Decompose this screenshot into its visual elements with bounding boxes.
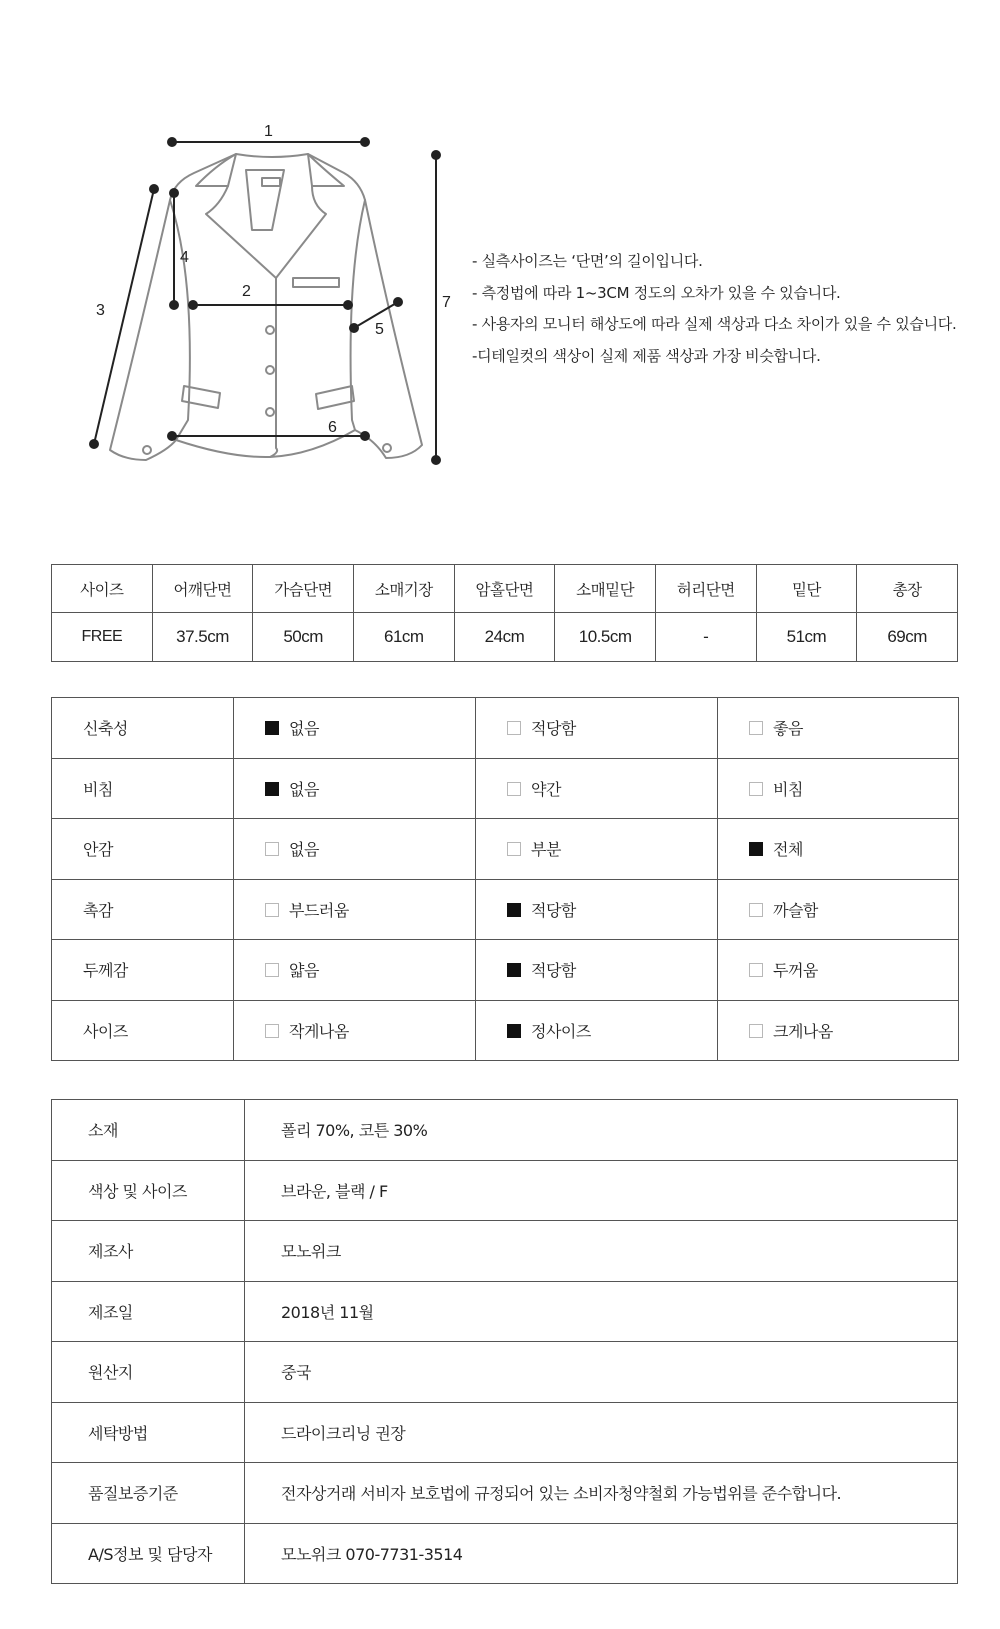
value-cell: 37.5cm — [152, 613, 253, 662]
fabric-option-label: 비침 — [773, 779, 803, 799]
value-cell: 50cm — [253, 613, 354, 662]
fabric-option — [476, 1000, 718, 1061]
fabric-option-label: 얇음 — [289, 961, 319, 981]
unchecked-box-icon — [507, 842, 521, 856]
fabric-option-label: 부드러움 — [289, 900, 349, 920]
fabric-option — [718, 879, 959, 940]
unchecked-box-icon — [265, 1024, 279, 1038]
dim-label-5: 5 — [375, 321, 384, 338]
fabric-option — [718, 819, 959, 880]
info-row — [52, 1281, 958, 1342]
info-key: 색상 및 사이즈 — [52, 1160, 245, 1221]
fabric-option — [234, 940, 476, 1001]
fabric-label: 사이즈 — [52, 1000, 234, 1061]
fabric-option — [718, 758, 959, 819]
header-cell: 암홀단면 — [454, 565, 555, 613]
fabric-option — [234, 819, 476, 880]
note-line: -디테일컷의 색상이 실제 제품 색상과 가장 비슷합니다. — [472, 346, 821, 365]
fabric-row — [52, 879, 959, 940]
size-diagram — [0, 0, 1000, 520]
unchecked-box-icon — [749, 903, 763, 917]
fabric-label: 두께감 — [52, 940, 234, 1001]
fabric-option-label: 약간 — [531, 779, 561, 799]
fabric-option-label: 적당함 — [531, 961, 576, 981]
fabric-option — [718, 1000, 959, 1061]
fabric-option-label: 작게나옴 — [289, 1021, 349, 1041]
fabric-option-label: 없음 — [289, 779, 319, 799]
unchecked-box-icon — [749, 1024, 763, 1038]
info-key: 품질보증기준 — [52, 1463, 245, 1524]
fabric-option-label: 정사이즈 — [531, 1021, 591, 1041]
note-line: - 실측사이즈는 ‘단면’의 길이입니다. — [472, 252, 703, 270]
info-row — [52, 1221, 958, 1282]
value-cell: 10.5cm — [555, 613, 656, 662]
info-value: 폴리 70%, 코튼 30% — [245, 1100, 958, 1161]
unchecked-box-icon — [265, 903, 279, 917]
header-cell: 소매밑단 — [555, 565, 656, 613]
info-key: A/S정보 및 담당자 — [52, 1523, 245, 1584]
fabric-option — [718, 940, 959, 1001]
header-cell: 가슴단면 — [253, 565, 354, 613]
info-key: 제조일 — [52, 1281, 245, 1342]
unchecked-box-icon — [749, 963, 763, 977]
button — [266, 326, 274, 334]
info-value: 2018년 11월 — [245, 1281, 958, 1342]
info-key: 소재 — [52, 1100, 245, 1161]
fabric-option-label: 크게나옴 — [773, 1021, 833, 1041]
header-cell: 소매기장 — [353, 565, 454, 613]
info-row — [52, 1160, 958, 1221]
checked-box-icon — [265, 782, 279, 796]
info-row — [52, 1342, 958, 1403]
fabric-row — [52, 940, 959, 1001]
fabric-option — [476, 758, 718, 819]
pocket-right — [316, 386, 354, 409]
checked-box-icon — [507, 903, 521, 917]
product-info-table — [51, 1099, 958, 1584]
info-row — [52, 1463, 958, 1524]
fabric-row — [52, 819, 959, 880]
dim-label-7: 7 — [442, 294, 451, 311]
dim-label-4: 4 — [180, 249, 189, 266]
value-cell: 51cm — [756, 613, 857, 662]
fabric-option-label: 전체 — [773, 840, 803, 860]
size-table — [51, 564, 958, 662]
button — [266, 366, 274, 374]
fabric-table — [51, 697, 959, 1061]
unchecked-box-icon — [749, 721, 763, 735]
value-cell: FREE — [52, 613, 153, 662]
unchecked-box-icon — [507, 782, 521, 796]
checked-box-icon — [749, 842, 763, 856]
unchecked-box-icon — [749, 782, 763, 796]
fabric-option — [476, 879, 718, 940]
info-row — [52, 1402, 958, 1463]
button — [266, 408, 274, 416]
value-cell: 69cm — [857, 613, 958, 662]
info-value: 전자상거래 서비자 보호법에 규정되어 있는 소비자청약철회 가능법위를 준수합니다. — [245, 1463, 958, 1524]
checked-box-icon — [507, 1024, 521, 1038]
value-cell: 61cm — [353, 613, 454, 662]
jacket-lapel — [206, 186, 326, 278]
fabric-option — [476, 698, 718, 759]
size-table-header-row — [52, 565, 958, 613]
fabric-option — [234, 758, 476, 819]
fabric-option-label: 좋음 — [773, 719, 803, 739]
fabric-option — [234, 879, 476, 940]
info-row — [52, 1523, 958, 1584]
info-row — [52, 1100, 958, 1161]
info-value: 드라이크리닝 권장 — [245, 1402, 958, 1463]
info-key: 원산지 — [52, 1342, 245, 1403]
header-cell: 총장 — [857, 565, 958, 613]
fabric-option — [476, 819, 718, 880]
info-key: 제조사 — [52, 1221, 245, 1282]
fabric-option-label: 적당함 — [531, 719, 576, 739]
info-value: 모노위크 — [245, 1221, 958, 1282]
fabric-option — [234, 698, 476, 759]
fabric-option-label: 없음 — [289, 840, 319, 860]
fabric-option-label: 부분 — [531, 840, 561, 860]
dim-label-2: 2 — [242, 283, 251, 300]
fabric-row — [52, 758, 959, 819]
value-cell: 24cm — [454, 613, 555, 662]
dim-label-6: 6 — [328, 419, 337, 436]
fabric-option-label: 없음 — [289, 719, 319, 739]
fabric-label: 촉감 — [52, 879, 234, 940]
dim-label-3: 3 — [96, 302, 105, 319]
header-cell: 허리단면 — [655, 565, 756, 613]
pocket-left — [182, 386, 220, 408]
header-cell: 밑단 — [756, 565, 857, 613]
note-line: - 측정법에 따라 1~3CM 정도의 오차가 있을 수 있습니다. — [472, 283, 841, 302]
unchecked-box-icon — [507, 721, 521, 735]
unchecked-box-icon — [265, 842, 279, 856]
value-cell: - — [655, 613, 756, 662]
fabric-label: 신축성 — [52, 698, 234, 759]
fabric-label: 안감 — [52, 819, 234, 880]
fabric-option-label: 까슬함 — [773, 900, 818, 920]
checked-box-icon — [265, 721, 279, 735]
fabric-row — [52, 698, 959, 759]
fabric-option — [718, 698, 959, 759]
unchecked-box-icon — [265, 963, 279, 977]
header-cell: 사이즈 — [52, 565, 153, 613]
info-value: 모노위크 070-7731-3514 — [245, 1523, 958, 1584]
size-notes — [472, 246, 992, 372]
fabric-option-label: 적당함 — [531, 900, 576, 920]
fabric-label: 비침 — [52, 758, 234, 819]
info-value: 중국 — [245, 1342, 958, 1403]
fabric-option — [476, 940, 718, 1001]
fabric-option-label: 두꺼움 — [773, 961, 818, 981]
note-line: - 사용자의 모니터 해상도에 따라 실제 색상과 다소 차이가 있을 수 있습니다. — [472, 315, 957, 333]
checked-box-icon — [507, 963, 521, 977]
fabric-row — [52, 1000, 959, 1061]
header-cell: 어깨단면 — [152, 565, 253, 613]
info-key: 세탁방법 — [52, 1402, 245, 1463]
fabric-option — [234, 1000, 476, 1061]
size-table-value-row — [52, 613, 958, 662]
dim-label-1: 1 — [264, 123, 273, 140]
info-value: 브라운, 블랙 / F — [245, 1160, 958, 1221]
